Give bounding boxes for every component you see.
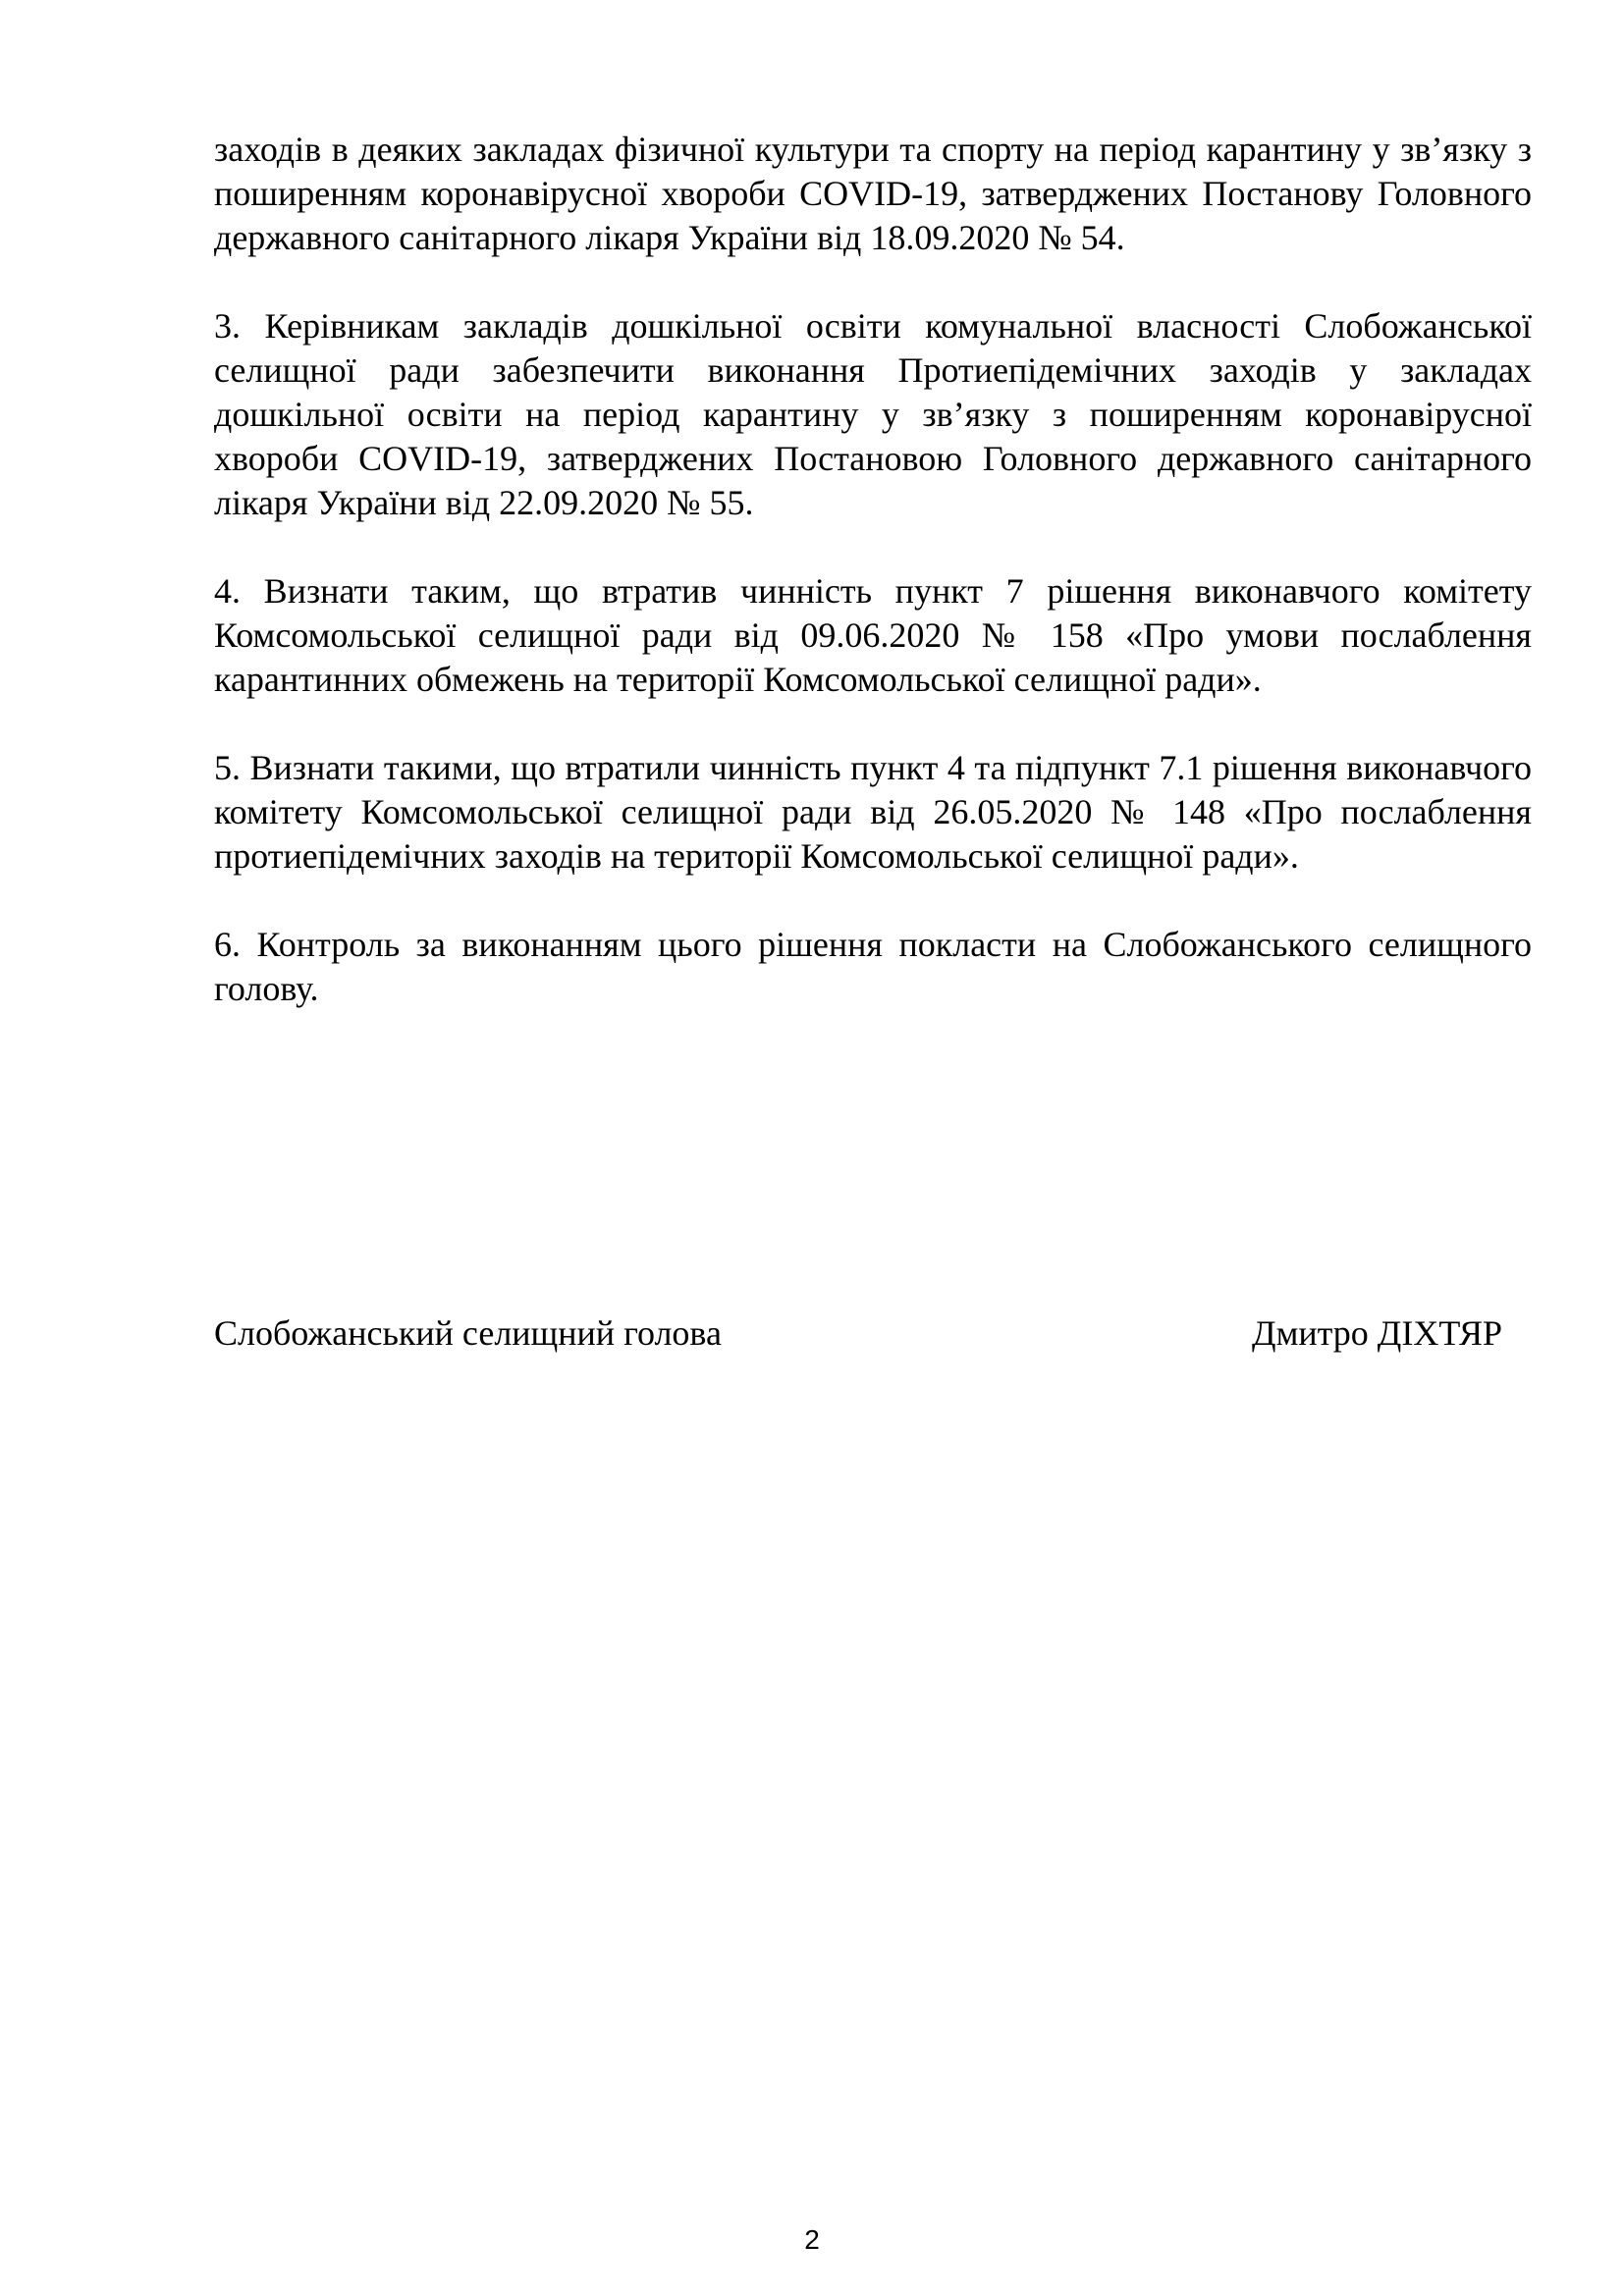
paragraph-item-5: 5. Визнати такими, що втратили чинність пункт 4 та підпункт 7.1 рішення виконавчого комітету Комсомольської селищної ради від 26.05.2020 № 148 «Про послаблення протиепідемічних заходів на території Комсомольської селищної ради». xyxy=(214,748,1532,876)
signatory-name: Дмитро ДІХТЯР xyxy=(1252,1313,1502,1353)
paragraph-item-6: 6. Контроль за виконанням цього рішення покласти на Слобожанського селищного голову. xyxy=(214,925,1532,1008)
paragraph-item-4: 4. Визнати таким, що втратив чинність пункт 7 рішення виконавчого комітету Комсомольської селищної ради від 09.06.2020 № 158 «Про умови послаблення карантинних обмежень на території Комсомольської селищної ради». xyxy=(214,571,1532,699)
signature-block xyxy=(214,1311,1502,1361)
page-number: 2 xyxy=(804,2224,820,2255)
paragraph-continuation: заходів в деяких закладах фізичної культури та спорту на період карантину у зв’язку з поширенням коронавірусної хвороби COVID-19, затверджених Постанову Головного державного санітарного лікаря України від 18.09.2020 № 54. xyxy=(214,130,1532,257)
document-body xyxy=(214,128,1532,1055)
paragraph-item-3: 3. Керівникам закладів дошкільної освіти комунальної власності Слобожанської селищної ради забезпечити виконання Протиепідемічних заходів у закладах дошкільної освіти на період карантину у зв’язку з поширенням коронавірусної хвороби COVID-19, затверджених Постановою Головного державного санітарного лікаря України від 22.09.2020 № 55. xyxy=(214,306,1532,522)
signatory-position: Слобожанський селищний голова xyxy=(214,1313,722,1353)
